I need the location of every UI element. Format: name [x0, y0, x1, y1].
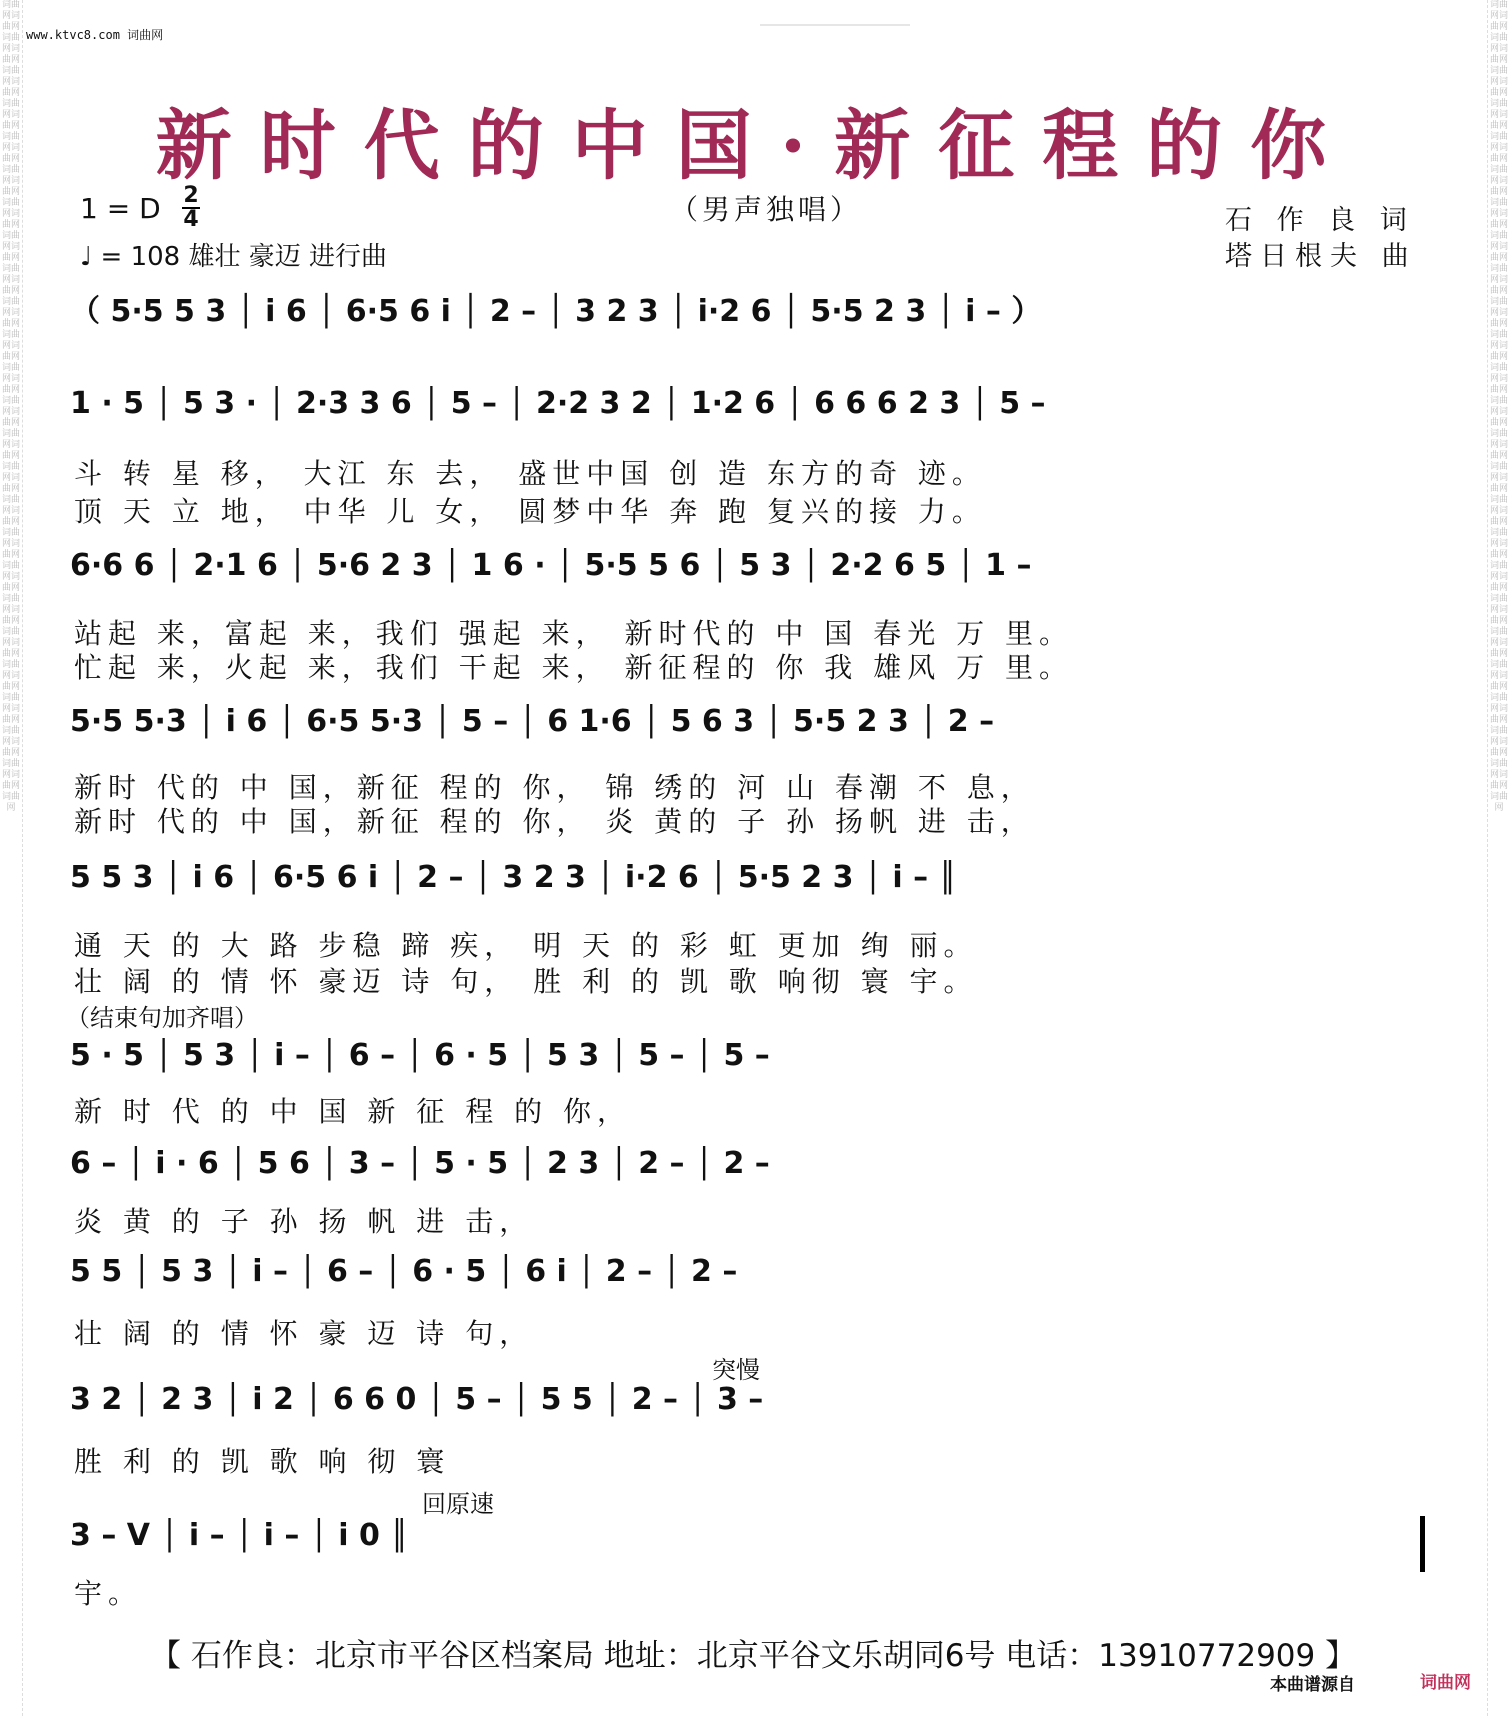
- tempo-marking: ♩ = 108 雄壮 豪迈 进行曲: [80, 242, 387, 272]
- system-2-lyrics-verse1: 斗 转 星 移， 大江 东 去， 盛世中国 创 造 东方的奇 迹。: [74, 457, 986, 490]
- system-3-lyrics-verse2: 忙起 来，火起 来，我们 干起 来， 新征程的 你 我 雄风 万 里。: [74, 651, 1074, 684]
- a-tempo-mark: 回原速: [422, 1490, 494, 1518]
- system-8-notes: 5 5 │ 5 3 │ i – │ 6 – │ 6 · 5 │ 6 i │ 2 – │ 2 –: [70, 1254, 738, 1289]
- system-3-notes: 6·6 6 │ 2·1 6 │ 5·6 2 3 │ 1 6 · │ 5·5 5 6 │ 5 3 │ 2·2 6 5 │ 1 –: [70, 548, 1032, 583]
- system-9-notes: 3 2 │ 2 3 │ i 2 │ 6 6 0 │ 5 – │ 5 5 │ 2 – │ 3 –: [70, 1382, 764, 1417]
- system-9-lyrics: 胜 利 的 凯 歌 响 彻 寰: [74, 1445, 451, 1478]
- left-watermark-strip: 词曲网词曲网词曲网词曲网词曲网词曲网词曲网词曲网词曲网词曲网词曲网词曲网词曲网词曲网词曲网词曲网词曲网词曲网词曲网词曲网词曲网词曲网词曲网词曲网词曲网词曲网词曲网词曲网词曲网词曲网词曲网词曲网词曲网词曲网词曲网词曲网词曲网词曲网词曲网词曲网词曲网词曲网词曲网词曲网词曲网词曲网词曲网词曲网词曲网: [0, 0, 23, 1716]
- system-6-lyrics: 新 时 代 的 中 国 新 征 程 的 你，: [74, 1095, 632, 1128]
- system-6-notes: 5 · 5 │ 5 3 │ i – │ 6 – │ 6 · 5 │ 5 3 │ 5 – │ 5 –: [70, 1038, 770, 1073]
- time-signature-top: 2: [183, 183, 199, 208]
- right-watermark-strip: 词曲网词曲网词曲网词曲网词曲网词曲网词曲网词曲网词曲网词曲网词曲网词曲网词曲网词曲网词曲网词曲网词曲网词曲网词曲网词曲网词曲网词曲网词曲网词曲网词曲网词曲网词曲网词曲网词曲网词曲网词曲网词曲网词曲网词曲网词曲网词曲网词曲网词曲网词曲网词曲网词曲网词曲网词曲网词曲网词曲网词曲网词曲网词曲网词曲网: [1487, 0, 1510, 1716]
- time-signature-bottom: 4: [183, 207, 199, 232]
- site-watermark: www.ktvc8.com 词曲网: [26, 28, 164, 42]
- lyricist: 石 作 良 词: [1225, 205, 1415, 236]
- system-2-lyrics-verse2: 顶 天 立 地， 中华 儿 女， 圆梦中华 奔 跑 复兴的接 力。: [74, 495, 986, 528]
- system-7-lyrics: 炎 黄 的 子 孙 扬 帆 进 击，: [74, 1205, 534, 1238]
- composer: 塔日根夫 曲: [1225, 241, 1417, 272]
- credits: [1225, 203, 1417, 275]
- system-2-notes: 1 · 5 │ 5 3 · │ 2·3 3 6 │ 5 – │ 2·2 3 2 │ 1·2 6 │ 6 6 6 2 3 │ 5 –: [70, 386, 1046, 421]
- system-5-lyrics-verse2: 壮 阔 的 情 怀 豪迈 诗 句， 胜 利 的 凯 歌 响彻 寰 宇。: [74, 965, 978, 998]
- system-4-lyrics-verse2: 新时 代的 中 国，新征 程的 你， 炎 黄的 子 孙 扬帆 进 击，: [74, 805, 1035, 838]
- chorus-note: （结束句加齐唱）: [66, 1004, 258, 1032]
- system-5-notes: 5 5 3 │ i 6 │ 6·5 6 i │ 2 – │ 3 2 3 │ i·2 6 │ 5·5 2 3 │ i – ║: [70, 860, 957, 895]
- song-title: 新时代的中国·新征程的你: [155, 101, 1355, 190]
- contact-footer: 【 石作良：北京市平谷区档案局 地址：北京平谷文乐胡同6号 电话：13910772909 】: [150, 1638, 1357, 1674]
- key-signature: 1 = D: [80, 192, 161, 225]
- source-logo: 词曲网: [1420, 1673, 1471, 1693]
- system-10-notes: 3 – V │ i – │ i – │ i 0 ║: [70, 1518, 409, 1553]
- system-7-notes: 6 – │ i · 6 │ 5 6 │ 3 – │ 5 · 5 │ 2 3 │ 2 – │ 2 –: [70, 1146, 770, 1181]
- system-3-lyrics-verse1: 站起 来，富起 来，我们 强起 来， 新时代的 中 国 春光 万 里。: [74, 617, 1074, 650]
- final-barline: [1420, 1516, 1425, 1572]
- system-4-notes: 5·5 5·3 │ i 6 │ 6·5 5·3 │ 5 – │ 6 1·6 │ 5 6 3 │ 5·5 2 3 │ 2 –: [70, 704, 995, 739]
- song-subtitle: （男声独唱）: [670, 193, 863, 226]
- time-signature: [182, 185, 200, 231]
- system-8-lyrics: 壮 阔 的 情 怀 豪 迈 诗 句，: [74, 1317, 534, 1350]
- ritardando-mark: 突慢: [712, 1356, 760, 1384]
- source-label: 本曲谱源自: [1270, 1675, 1355, 1695]
- system-5-lyrics-verse1: 通 天 的 大 路 步稳 蹄 疾， 明 天 的 彩 虹 更加 绚 丽。: [74, 929, 978, 962]
- system-1-notes: （ 5·5 5 3 │ i 6 │ 6·5 6 i │ 2 – │ 3 2 3 │ i·2 6 │ 5·5 2 3 │ i – ）: [70, 294, 1042, 329]
- top-divider: [760, 24, 910, 26]
- system-10-lyrics: 宇。: [74, 1577, 143, 1610]
- system-4-lyrics-verse1: 新时 代的 中 国，新征 程的 你， 锦 绣的 河 山 春潮 不 息，: [74, 771, 1035, 804]
